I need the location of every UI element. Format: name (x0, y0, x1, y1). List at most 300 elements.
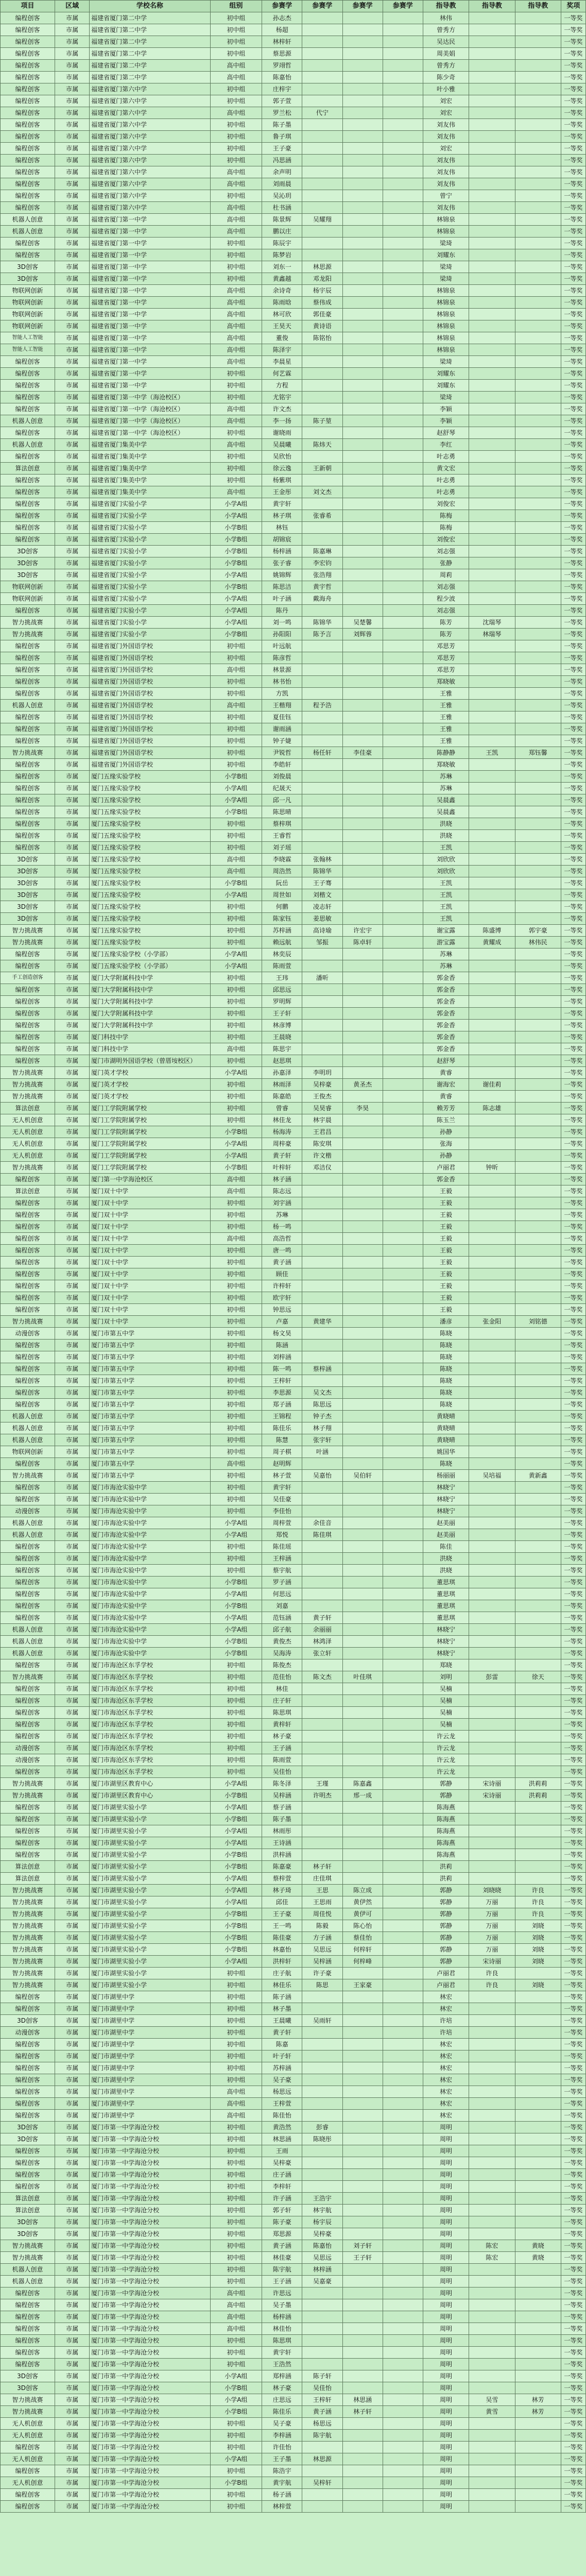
award-cell: 一等奖 (561, 1470, 585, 1482)
teacher-cell (469, 190, 515, 202)
table-row (1, 546, 586, 557)
teacher-cell (469, 2205, 515, 2216)
school-cell: 厦门市第一中学海沧分校 (90, 2240, 211, 2252)
school-cell: 厦门市海沧实验中学 (90, 1612, 211, 1624)
group-cell: 初中组 (210, 652, 262, 664)
student-cell (342, 1174, 383, 1185)
teacher-cell (515, 155, 561, 166)
student-cell (342, 249, 383, 261)
student-cell (383, 1340, 423, 1351)
student-cell (383, 1956, 423, 1968)
student-cell (302, 392, 342, 403)
school-cell: 厦门市第一中学海沧分校 (90, 2311, 211, 2323)
school-cell: 厦门市第五中学 (90, 1328, 211, 1340)
school-cell: 福建省厦门实验小学 (90, 546, 211, 557)
student-cell (302, 723, 342, 735)
award-cell: 一等奖 (561, 1328, 585, 1340)
student-cell (342, 711, 383, 723)
award-cell: 一等奖 (561, 226, 585, 238)
group-cell: 初中组 (210, 1351, 262, 1363)
student-cell (302, 2157, 342, 2169)
student-cell: 赵明辉 (262, 1458, 302, 1470)
student-cell (302, 1174, 342, 1185)
teacher-cell (469, 214, 515, 226)
table-row (1, 2347, 586, 2359)
region-cell: 市属 (55, 2394, 90, 2406)
teacher-cell: 林宏 (423, 1991, 469, 2003)
region-cell: 市属 (55, 2370, 90, 2382)
teacher-cell (515, 1043, 561, 1055)
group-cell: 初中组 (210, 1968, 262, 1979)
student-cell (342, 1055, 383, 1067)
student-cell (383, 1470, 423, 1482)
award-cell: 一等奖 (561, 36, 585, 48)
teacher-cell: 许云龙 (423, 1731, 469, 1742)
teacher-cell: 郭金香 (423, 1020, 469, 1031)
award-cell: 一等奖 (561, 1280, 585, 1292)
award-cell: 一等奖 (561, 1636, 585, 1648)
table-row (1, 1375, 586, 1387)
award-cell: 一等奖 (561, 273, 585, 285)
teacher-cell: 赵美丽 (423, 1517, 469, 1529)
group-cell: 初中组 (210, 842, 262, 854)
project-cell: 编程创客 (1, 1031, 55, 1043)
teacher-cell (469, 1529, 515, 1541)
student-cell (342, 652, 383, 664)
teacher-cell (515, 984, 561, 996)
student-cell (302, 1742, 342, 1754)
table-row (1, 1185, 586, 1197)
region-cell: 市属 (55, 190, 90, 202)
teacher-cell (515, 2370, 561, 2382)
student-cell: 林子翔 (302, 1422, 342, 1434)
teacher-cell (469, 451, 515, 463)
group-cell: 初中组 (210, 36, 262, 48)
table-row (1, 2465, 586, 2477)
project-cell: 编程创客 (1, 2323, 55, 2335)
teacher-cell (469, 1636, 515, 1648)
table-row (1, 960, 586, 972)
teacher-cell (515, 1055, 561, 1067)
student-cell: 李梓涵 (262, 2430, 302, 2442)
student-cell (383, 1055, 423, 1067)
table-row (1, 1979, 586, 1991)
school-cell: 厦门市第一中学海沧分校 (90, 2287, 211, 2299)
award-cell: 一等奖 (561, 1351, 585, 1363)
project-cell: 编程创客 (1, 143, 55, 155)
teacher-cell (469, 1257, 515, 1268)
teacher-cell (515, 474, 561, 486)
student-cell: 赵思琪 (262, 1055, 302, 1067)
teacher-cell: 洪莉莉 (515, 1778, 561, 1790)
teacher-cell: 陈玉兰 (423, 1114, 469, 1126)
student-cell (383, 640, 423, 652)
student-cell (383, 2489, 423, 2501)
group-cell: 初中组 (210, 249, 262, 261)
teacher-cell (515, 759, 561, 771)
project-cell: 智力挑战赛 (1, 1885, 55, 1896)
group-cell: 初中组 (210, 2133, 262, 2145)
table-row (1, 226, 586, 238)
award-cell: 一等奖 (561, 1683, 585, 1695)
student-cell (383, 2157, 423, 2169)
teacher-cell (515, 427, 561, 439)
student-cell (383, 1245, 423, 1257)
teacher-cell (469, 1861, 515, 1873)
student-cell: 杨紫琪 (262, 474, 302, 486)
group-cell: 小学A组 (210, 1067, 262, 1079)
teacher-cell (469, 2430, 515, 2442)
school-cell: 厦门双十中学 (90, 1257, 211, 1268)
award-cell: 一等奖 (561, 1043, 585, 1055)
group-cell: 初中组 (210, 12, 262, 24)
table-row (1, 2335, 586, 2347)
teacher-cell (469, 1008, 515, 1020)
region-cell: 市属 (55, 1067, 90, 1079)
teacher-cell (469, 842, 515, 854)
teacher-cell: 林芳 (515, 2394, 561, 2406)
school-cell: 福建省厦门第一中学（海沧校区） (90, 403, 211, 415)
student-cell (342, 1814, 383, 1825)
teacher-cell (515, 1861, 561, 1873)
student-cell (383, 380, 423, 392)
student-cell: 黄鑫越 (262, 273, 302, 285)
region-cell: 市属 (55, 534, 90, 546)
region-cell: 市属 (55, 996, 90, 1008)
student-cell (342, 60, 383, 72)
teacher-cell: 许云龙 (423, 1754, 469, 1766)
student-cell (383, 925, 423, 937)
teacher-cell: 许良 (469, 1968, 515, 1979)
school-cell: 福建省厦门第二中学 (90, 72, 211, 83)
project-cell: 编程创客 (1, 2489, 55, 2501)
student-cell (342, 1233, 383, 1245)
school-cell: 福建省厦门外国语学校 (90, 676, 211, 688)
region-cell: 市属 (55, 2311, 90, 2323)
award-cell: 一等奖 (561, 2169, 585, 2181)
student-cell (383, 1008, 423, 1020)
table-row (1, 652, 586, 664)
student-cell: 陈佳瑶 (262, 1541, 302, 1553)
teacher-cell (469, 723, 515, 735)
award-cell: 一等奖 (561, 913, 585, 925)
student-cell (342, 2086, 383, 2098)
project-cell: 编程创客 (1, 107, 55, 119)
student-cell (342, 700, 383, 711)
student-cell (342, 2335, 383, 2347)
table-row (1, 1316, 586, 1328)
table-row (1, 759, 586, 771)
project-cell: 3D创客 (1, 2133, 55, 2145)
student-cell: 周世如 (262, 889, 302, 901)
project-cell: 机器人创意 (1, 1648, 55, 1659)
student-cell: 林思源 (302, 261, 342, 273)
teacher-cell (469, 1150, 515, 1162)
table-row (1, 1351, 586, 1363)
teacher-cell (515, 2157, 561, 2169)
region-cell: 市属 (55, 2418, 90, 2430)
school-cell: 厦门五缘实验学校 (90, 913, 211, 925)
student-cell (383, 1565, 423, 1577)
student-cell (383, 1683, 423, 1695)
project-cell: 编程创客 (1, 640, 55, 652)
award-cell: 一等奖 (561, 332, 585, 344)
award-cell: 一等奖 (561, 1968, 585, 1979)
project-cell: 编程创客 (1, 1814, 55, 1825)
teacher-cell: 谢宝露 (423, 925, 469, 937)
teacher-cell (469, 866, 515, 877)
group-cell: 初中组 (210, 711, 262, 723)
project-cell: 编程创客 (1, 427, 55, 439)
region-cell: 市属 (55, 1671, 90, 1683)
student-cell (383, 2477, 423, 2489)
teacher-cell: 刘宏 (423, 143, 469, 155)
award-cell: 一等奖 (561, 1908, 585, 1920)
table-row (1, 1280, 586, 1292)
teacher-cell: 洪晓 (423, 1565, 469, 1577)
student-cell (302, 1837, 342, 1849)
student-cell: 蔡梓琪 (262, 818, 302, 830)
student-cell: 王梓轩 (302, 2394, 342, 2406)
teacher-cell (469, 2382, 515, 2394)
school-cell: 福建省厦门第一中学 (90, 238, 211, 249)
student-cell (383, 415, 423, 427)
student-cell (342, 1114, 383, 1126)
school-cell: 厦门市第一中学海沧分校 (90, 2205, 211, 2216)
project-cell: 智力挑战赛 (1, 1908, 55, 1920)
teacher-cell: 曾秀方 (423, 60, 469, 72)
table-row (1, 2453, 586, 2465)
region-cell: 市属 (55, 783, 90, 794)
teacher-cell: 洪晓 (423, 818, 469, 830)
teacher-cell: 洪莉 (423, 1861, 469, 1873)
group-cell: 初中组 (210, 261, 262, 273)
student-cell (383, 178, 423, 190)
student-cell: 王梓轩 (262, 1375, 302, 1387)
project-cell: 机器人创意 (1, 2276, 55, 2287)
group-cell: 高中组 (210, 866, 262, 877)
award-cell: 一等奖 (561, 1600, 585, 1612)
teacher-cell (469, 285, 515, 297)
region-cell: 市属 (55, 1588, 90, 1600)
group-cell: 初中组 (210, 392, 262, 403)
region-cell: 市属 (55, 1896, 90, 1908)
group-cell: 高中组 (210, 2323, 262, 2335)
teacher-cell: 刘宏 (423, 95, 469, 107)
table-row (1, 2323, 586, 2335)
table-row (1, 1802, 586, 1814)
group-cell: 初中组 (210, 463, 262, 474)
teacher-cell: 刘志强 (423, 605, 469, 617)
region-cell: 市属 (55, 2074, 90, 2086)
student-cell (383, 2074, 423, 2086)
teacher-cell: 林伟 (423, 12, 469, 24)
table-row (1, 1873, 586, 1885)
student-cell: 黄伊然 (342, 1896, 383, 1908)
student-cell: 叶子轩 (262, 2050, 302, 2062)
region-cell: 市属 (55, 747, 90, 759)
teacher-cell (469, 2370, 515, 2382)
region-cell: 市属 (55, 771, 90, 783)
student-cell (383, 1553, 423, 1565)
group-cell: 初中组 (210, 2122, 262, 2133)
student-cell: 邓洁仪 (302, 1162, 342, 1174)
teacher-cell: 陈晓 (423, 1328, 469, 1340)
project-cell: 编程创客 (1, 249, 55, 261)
project-cell: 编程创客 (1, 2335, 55, 2347)
student-cell: 刘子瑶 (262, 842, 302, 854)
student-cell (302, 368, 342, 380)
project-cell: 编程创客 (1, 155, 55, 166)
table-row (1, 285, 586, 297)
teacher-cell (515, 297, 561, 309)
region-cell: 市属 (55, 1020, 90, 1031)
student-cell (342, 1197, 383, 1209)
school-cell: 厦门市第五中学 (90, 1422, 211, 1434)
group-cell: 小学B组 (210, 1814, 262, 1825)
student-cell (383, 2193, 423, 2205)
teacher-cell (515, 2264, 561, 2276)
table-row (1, 2193, 586, 2205)
school-cell: 福建省厦门集美中学 (90, 451, 211, 463)
teacher-cell (469, 1683, 515, 1695)
student-cell (383, 451, 423, 463)
region-cell: 市属 (55, 960, 90, 972)
teacher-cell (469, 83, 515, 95)
table-row (1, 676, 586, 688)
teacher-cell: 林宏 (423, 2074, 469, 2086)
table-row (1, 617, 586, 629)
teacher-cell (515, 1565, 561, 1577)
school-cell: 福建省厦门第一中学 (90, 320, 211, 332)
teacher-cell: 陈海燕 (423, 1849, 469, 1861)
table-row (1, 36, 586, 48)
student-cell: 林子墨 (262, 2003, 302, 2015)
student-cell (302, 2027, 342, 2039)
student-cell (302, 190, 342, 202)
student-cell (342, 486, 383, 498)
project-cell: 编程创客 (1, 960, 55, 972)
student-cell (383, 202, 423, 214)
student-cell: 吴昊睿 (302, 1103, 342, 1114)
student-cell: 庄子航 (262, 1968, 302, 1979)
project-cell: 算法创意 (1, 1103, 55, 1114)
table-row (1, 1470, 586, 1482)
project-cell: 编程创客 (1, 723, 55, 735)
group-cell: 高中组 (210, 60, 262, 72)
teacher-cell: 梁琦 (423, 356, 469, 368)
teacher-cell (469, 273, 515, 285)
award-cell: 一等奖 (561, 2252, 585, 2264)
student-cell: 陈佳乐 (262, 1422, 302, 1434)
group-cell: 高中组 (210, 664, 262, 676)
project-cell: 编程创客 (1, 1707, 55, 1719)
project-cell: 编程创客 (1, 1849, 55, 1861)
region-cell: 市属 (55, 1517, 90, 1529)
student-cell: 叶子涵 (262, 593, 302, 605)
table-row (1, 1091, 586, 1103)
school-cell: 福建省厦门集美中学 (90, 474, 211, 486)
group-cell: 小学A组 (210, 1778, 262, 1790)
student-cell (302, 1043, 342, 1055)
student-cell (342, 1719, 383, 1731)
teacher-cell (469, 24, 515, 36)
teacher-cell (515, 664, 561, 676)
student-cell (342, 226, 383, 238)
award-cell: 一等奖 (561, 2003, 585, 2015)
region-cell: 市属 (55, 1932, 90, 1944)
student-cell (383, 1908, 423, 1920)
teacher-cell (515, 676, 561, 688)
teacher-cell: 黄晓晴 (423, 1411, 469, 1422)
teacher-cell: 陈宏 (469, 2252, 515, 2264)
table-row (1, 948, 586, 960)
student-cell (383, 1896, 423, 1908)
project-cell: 编程创客 (1, 2098, 55, 2110)
project-cell: 智力挑战赛 (1, 2406, 55, 2418)
student-cell (383, 1659, 423, 1671)
student-cell (383, 155, 423, 166)
group-cell: 初中组 (210, 2050, 262, 2062)
student-cell (383, 700, 423, 711)
student-cell (342, 522, 383, 534)
table-row (1, 1138, 586, 1150)
teacher-cell (515, 2489, 561, 2501)
teacher-cell: 王凯 (469, 747, 515, 759)
student-cell (342, 806, 383, 818)
teacher-cell: 林宏 (423, 2039, 469, 2050)
student-cell (383, 2228, 423, 2240)
region-cell: 市属 (55, 2264, 90, 2276)
table-row (1, 605, 586, 617)
table-row (1, 2216, 586, 2228)
project-cell: 编程创客 (1, 830, 55, 842)
project-cell: 物联网创新 (1, 297, 55, 309)
student-cell (383, 1482, 423, 1494)
teacher-cell (515, 557, 561, 569)
award-cell: 一等奖 (561, 1233, 585, 1245)
teacher-cell (469, 2181, 515, 2193)
table-row (1, 2145, 586, 2157)
teacher-cell: 林锦泉 (423, 285, 469, 297)
teacher-cell: 林晓宁 (423, 1636, 469, 1648)
table-row (1, 2157, 586, 2169)
student-cell (383, 2181, 423, 2193)
group-cell: 小学B组 (210, 1577, 262, 1588)
school-cell: 福建省厦门实验小学 (90, 510, 211, 522)
project-cell: 编程创客 (1, 794, 55, 806)
project-cell: 物联网创新 (1, 320, 55, 332)
group-cell: 初中组 (210, 1979, 262, 1991)
student-cell (383, 1849, 423, 1861)
school-cell: 厦门市第一中学海沧分校 (90, 2169, 211, 2181)
teacher-cell (469, 178, 515, 190)
group-cell: 小学B组 (210, 1861, 262, 1873)
group-cell: 初中组 (210, 2442, 262, 2453)
table-row (1, 238, 586, 249)
student-cell: 林佳龙 (262, 1114, 302, 1126)
table-row (1, 1328, 586, 1340)
table-row (1, 688, 586, 700)
student-cell (302, 1766, 342, 1778)
student-cell: 许文杰 (262, 403, 302, 415)
teacher-cell: 赵美丽 (423, 1529, 469, 1541)
teacher-cell: 徐天 (515, 1671, 561, 1683)
school-cell: 厦门市第一中学海沧分校 (90, 2442, 211, 2453)
student-cell (383, 510, 423, 522)
student-cell (383, 2122, 423, 2133)
teacher-cell: 周明 (423, 2453, 469, 2465)
